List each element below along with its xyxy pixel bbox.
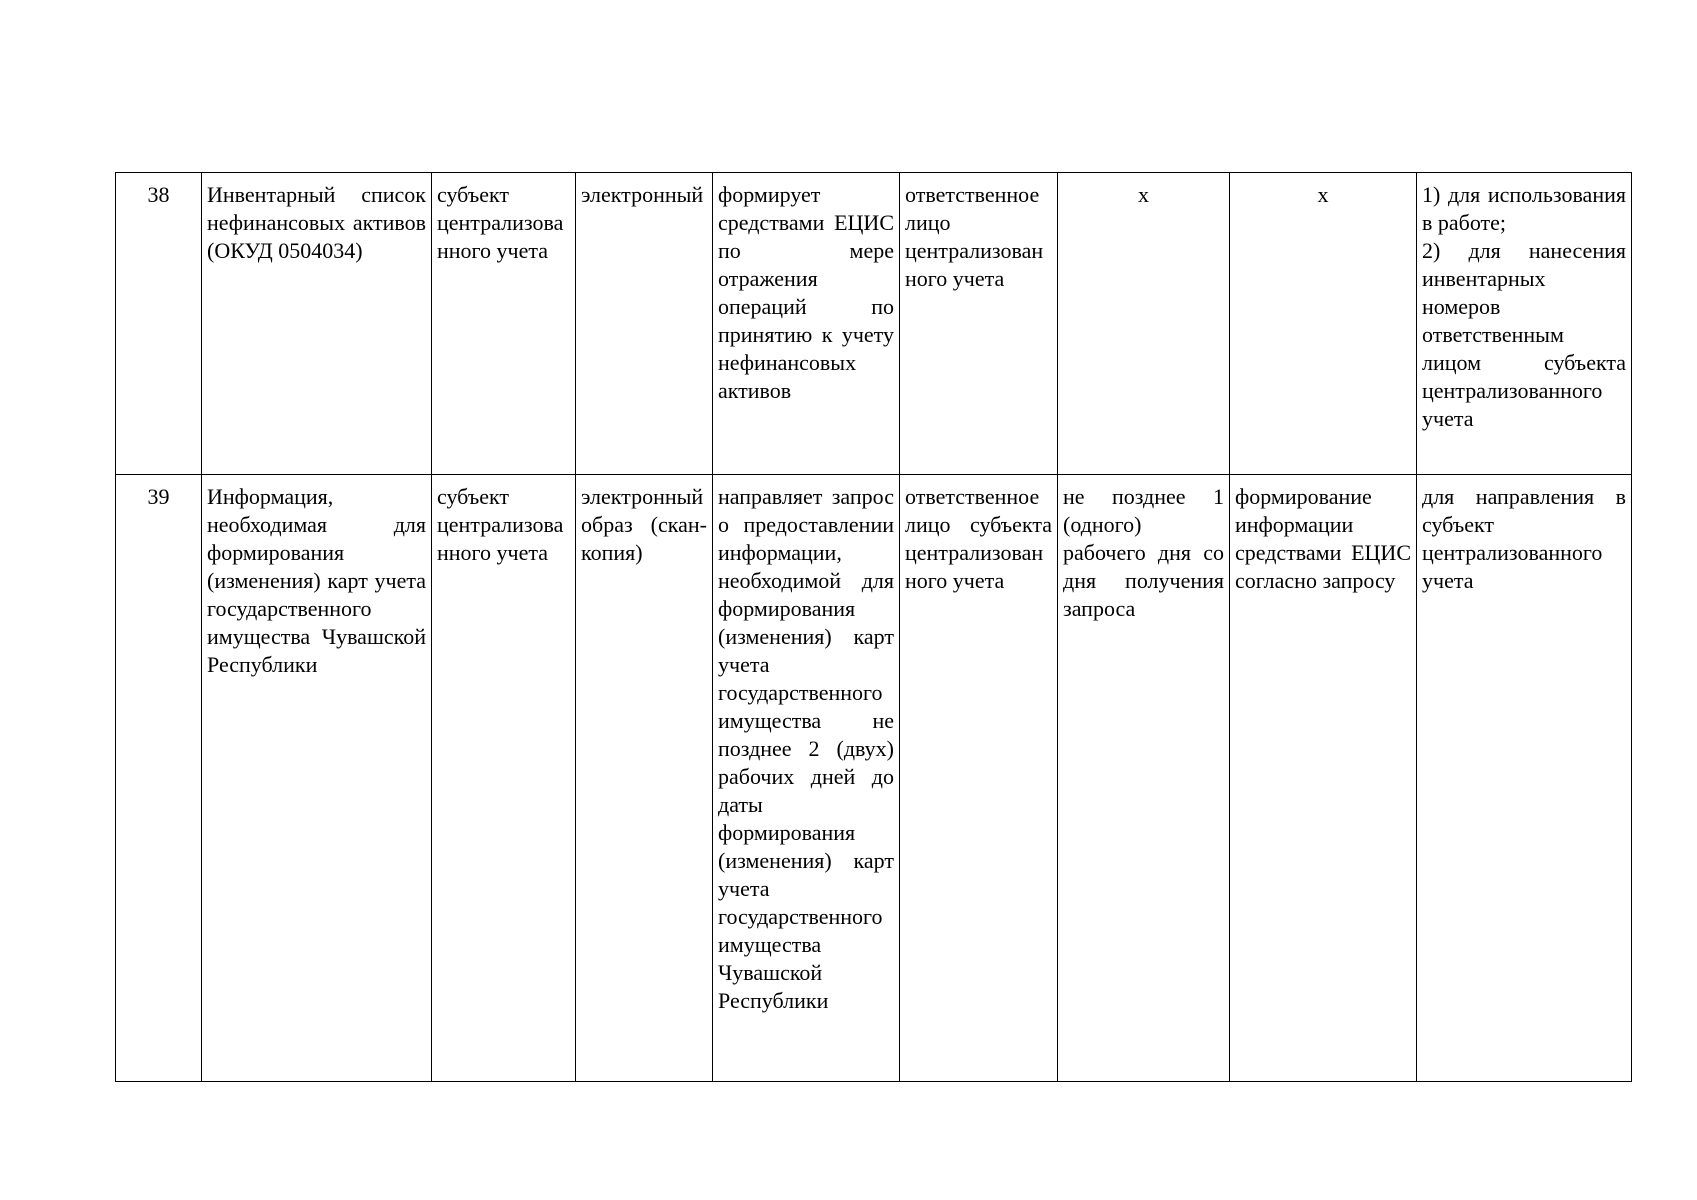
document-name-cell: Инвентарный список нефинансовых активов (ОКУД 0504034)	[202, 173, 432, 475]
responsible-cell: ответственное лицо централизованного учета	[900, 173, 1058, 475]
creator-cell: субъект централизованного учета	[432, 173, 576, 475]
row-number: 39	[116, 475, 202, 1082]
action-cell: x	[1230, 173, 1417, 475]
deadline-cell: x	[1058, 173, 1230, 475]
purpose-cell	[1417, 475, 1632, 1082]
purpose-line: для направления в субъект централизованного учета	[1422, 484, 1626, 593]
purpose-cell	[1417, 173, 1632, 475]
action-cell: формирование информации средствами ЕЦИС согласно запросу	[1230, 475, 1417, 1082]
document-table	[115, 172, 1632, 1082]
deadline-cell: не позднее 1 (одного) рабочего дня со дня получения запроса	[1058, 475, 1230, 1082]
purpose-line: 1) для использования в работе;	[1422, 182, 1626, 235]
row-number: 38	[116, 173, 202, 475]
creator-cell: субъект централизованного учета	[432, 475, 576, 1082]
document-name-cell: Информация, необходимая для формирования (изменения) карт учета государственного имущества Чувашской Республики	[202, 475, 432, 1082]
form-cell: электронный	[576, 173, 713, 475]
procedure-cell: направляет запрос о предоставлении информации, необходимой для формирования (изменения) карт учета государственного имущества не позднее 2 (двух) рабочих дней до даты формирования (изменения) карт учета государственного имущества Чувашской Республики	[713, 475, 900, 1082]
responsible-cell: ответственное лицо субъекта централизованного учета	[900, 475, 1058, 1082]
form-cell: электронный образ (скан-копия)	[576, 475, 713, 1082]
table-row	[116, 173, 1632, 475]
table-row	[116, 475, 1632, 1082]
purpose-line: 2) для нанесения инвентарных номеров ответственным лицом субъекта централизованного учета	[1422, 238, 1626, 431]
procedure-cell: формирует средствами ЕЦИС по мере отражения операций по принятию к учету нефинансовых активов	[713, 173, 900, 475]
